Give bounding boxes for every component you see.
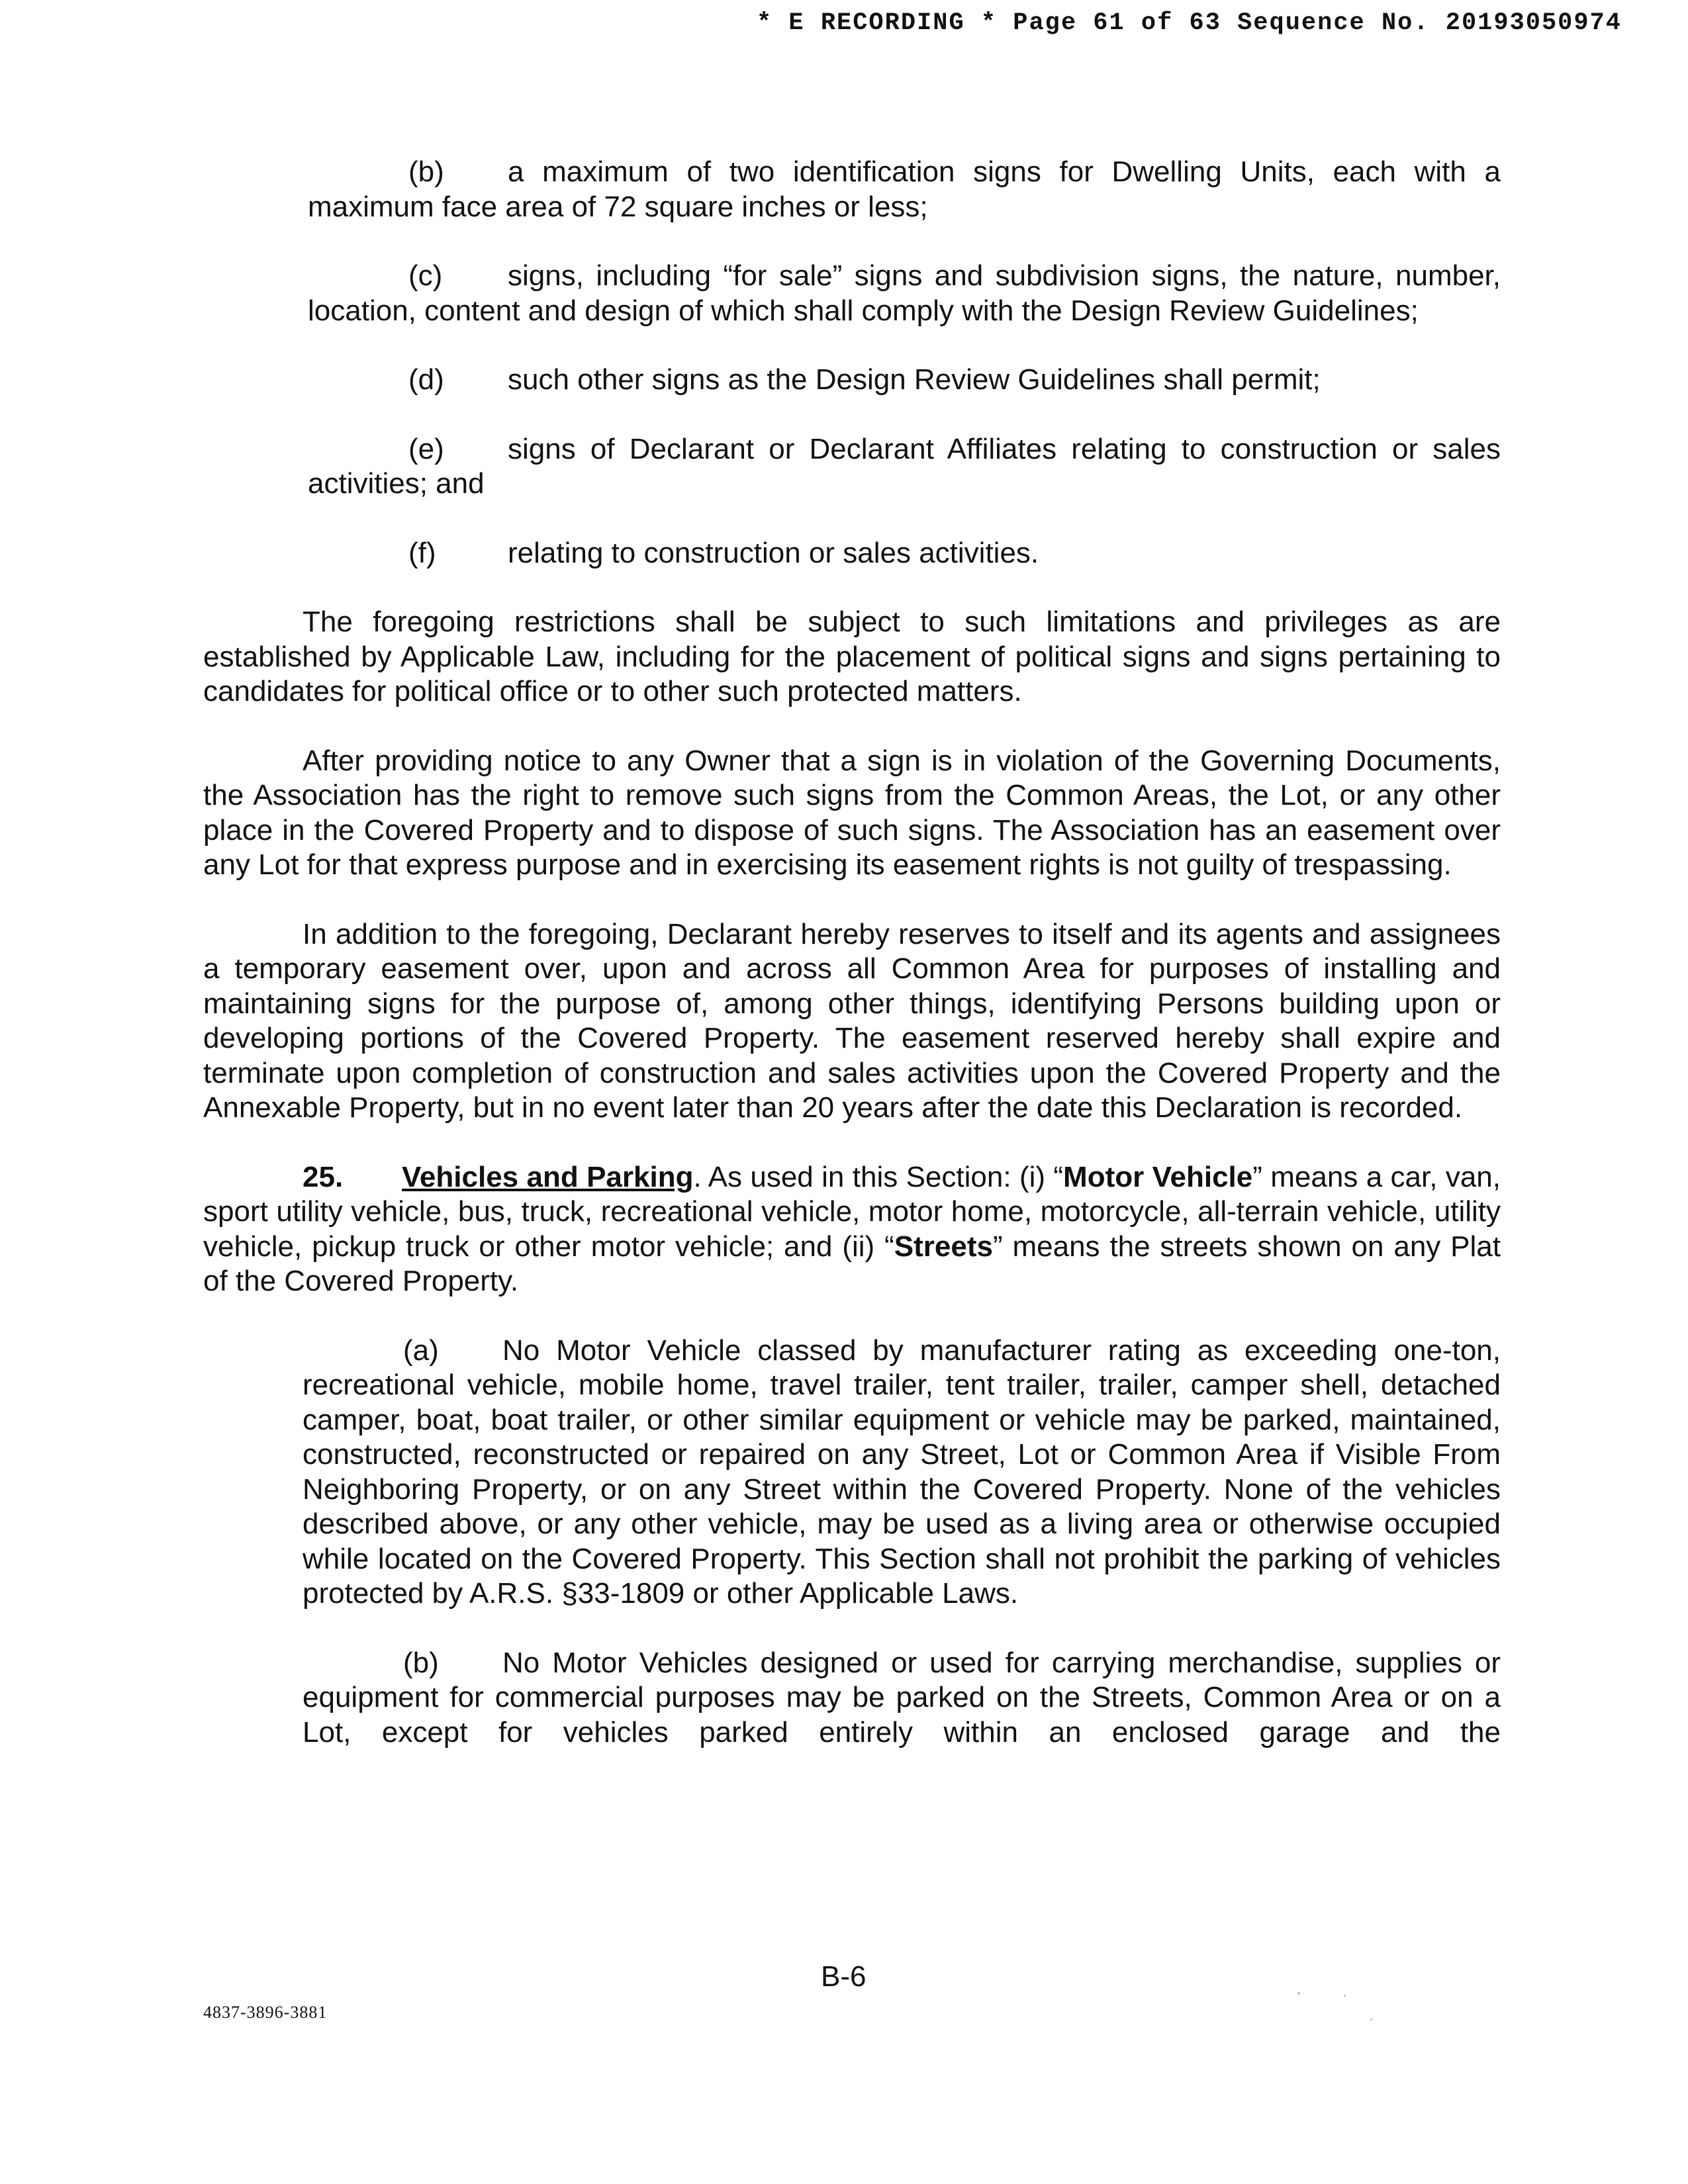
section-title: Vehicles and Parking	[402, 1160, 694, 1193]
section-number: 25.	[303, 1160, 344, 1193]
defined-term-motor-vehicle: Motor Vehicle	[1063, 1160, 1253, 1193]
list-item	[308, 536, 1501, 571]
item-text: signs, including “for sale” signs and subdivision signs, the nature, number, location, content and design of which shall comply with the Design Review Guidelines;	[308, 259, 1501, 327]
defined-term-streets: Streets	[894, 1230, 993, 1263]
scan-speck	[1344, 1995, 1346, 1997]
paragraph-restrictions: The foregoing restrictions shall be subject to such limitations and privileges as are established by Applicable Law, including for the placement of political signs and signs pertaining to candidates for political office or to other such protected matters.	[203, 606, 1501, 707]
subsection-label: (b)	[403, 1646, 439, 1679]
paragraph-easement: In addition to the foregoing, Declarant hereby reserves to itself and its agents and assignees a temporary easement over, upon and across all Common Area for purposes of installing and maintaining signs for the purpose of, among other things, identifying Persons building upon or developing portions of the Covered Property. The easement reserved hereby shall expire and terminate upon completion of construction and sales activities upon the Covered Property and the Annexable Property, but in no event later than 20 years after the date this Declaration is recorded.	[203, 917, 1501, 1124]
scan-speck	[1370, 2019, 1372, 2021]
list-item	[308, 432, 1501, 502]
subsection-item	[303, 1646, 1501, 1751]
item-label: (d)	[408, 363, 444, 396]
section-end: ” means the streets shown on any Plat of the Covered Property.	[203, 1230, 1501, 1297]
list-item	[308, 363, 1501, 398]
page-number: B-6	[821, 1960, 867, 1993]
item-text: relating to construction or sales activities.	[508, 536, 1039, 569]
scan-speck	[1297, 1992, 1300, 1995]
item-text: such other signs as the Design Review Guidelines shall permit;	[508, 363, 1321, 396]
item-text: signs of Declarant or Declarant Affiliates relating to construction or sales activities; and	[308, 432, 1501, 500]
recording-stamp: * E RECORDING * Page 61 of 63 Sequence No. 20193050974	[757, 9, 1622, 37]
section-vehicles-parking	[203, 1160, 1501, 1299]
list-item	[308, 155, 1501, 224]
section-mid: ” means a car, van, sport utility vehicle, bus, truck, recreational vehicle, motor home, motorcycle, all-terrain vehicle, utility vehicle, pickup truck or other motor vehicle; and (ii) “	[203, 1160, 1501, 1263]
paragraph-removal: After providing notice to any Owner that a sign is in violation of the Governing Documents, the Association has the right to remove such signs from the Common Areas, the Lot, or any other place in the Covered Property and to dispose of such signs. The Association has an easement over any Lot for that express purpose and in exercising its easement rights is not guilty of trespassing.	[203, 744, 1501, 881]
subsection-text: No Motor Vehicles designed or used for carrying merchandise, supplies or equipment for commercial purposes may be parked on the Streets, Common Area or on a Lot, except for vehicles parked entirely within an enclosed garage and the	[303, 1646, 1501, 1749]
subsection-text: No Motor Vehicle classed by manufacturer rating as exceeding one-ton, recreational vehicle, mobile home, travel trailer, tent trailer, trailer, camper shell, detached camper, boat, boat trailer, or other similar equipment or vehicle may be parked, maintained, constructed, reconstructed or repaired on any Street, Lot or Common Area if Visible From Neighboring Property, or on any Street within the Covered Property. None of the vehicles described above, or any other vehicle, may be used as a living area or otherwise occupied while located on the Covered Property. This Section shall not prohibit the parking of vehicles protected by A.R.S. §33-1809 or other Applicable Laws.	[303, 1334, 1501, 1610]
section-intro: . As used in this Section: (i) “	[693, 1160, 1064, 1193]
document-id: 4837-3896-3881	[203, 2003, 328, 2022]
document-body	[203, 155, 1501, 1784]
item-label: (b)	[408, 156, 444, 188]
subsection-label: (a)	[403, 1334, 439, 1367]
item-text: a maximum of two identification signs for Dwelling Units, each with a maximum face area of 72 square inches or less;	[308, 156, 1501, 223]
item-label: (e)	[408, 432, 444, 465]
list-item	[308, 259, 1501, 328]
item-label: (f)	[408, 536, 436, 569]
item-label: (c)	[408, 259, 443, 292]
subsection-item	[303, 1334, 1501, 1612]
